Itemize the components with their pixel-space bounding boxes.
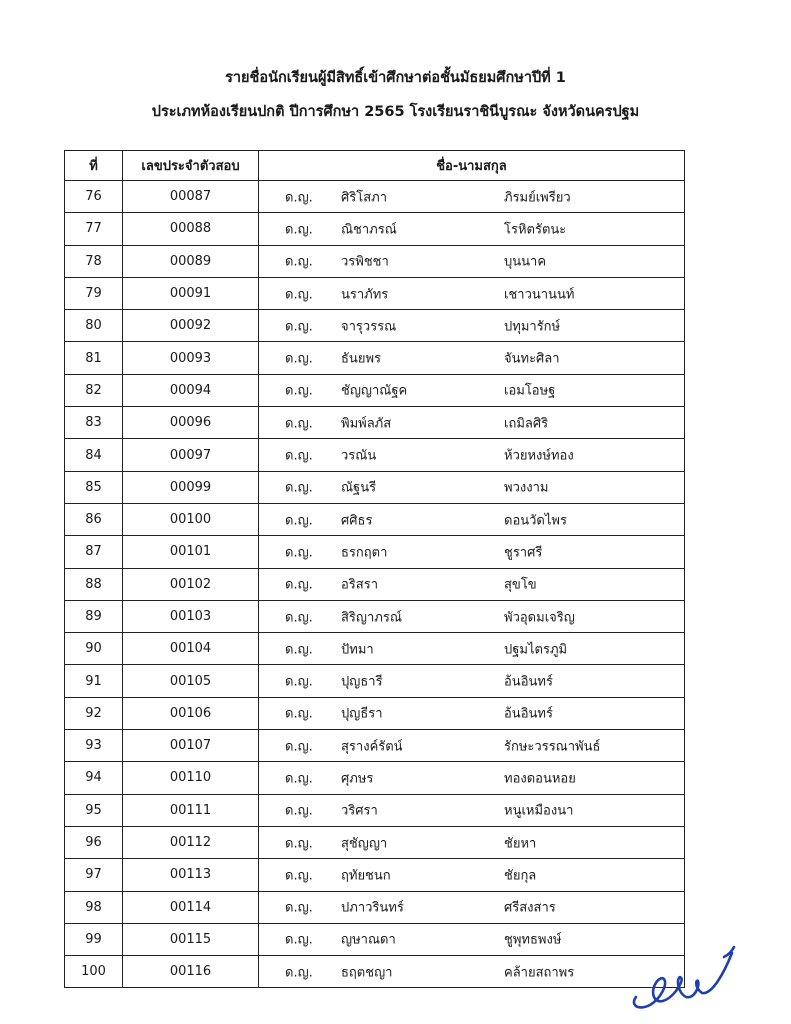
name-prefix: ด.ญ. — [285, 577, 313, 593]
first-name: ฤทัยชนก — [341, 868, 391, 884]
last-name: ห้วยหงษ์ทอง — [504, 448, 574, 464]
table-row — [65, 374, 685, 406]
name-prefix: ด.ญ. — [285, 803, 313, 819]
last-name: อ้นอินทร์ — [504, 706, 553, 722]
first-name: อริสรา — [341, 577, 379, 593]
first-name: ศุภษร — [341, 771, 374, 787]
last-name: รักษะวรรณาพันธ์ — [504, 739, 601, 755]
row-number: 100 — [65, 956, 123, 988]
exam-id: 00093 — [123, 342, 259, 374]
row-number: 80 — [65, 310, 123, 342]
exam-id: 00101 — [123, 536, 259, 568]
full-name-cell — [259, 277, 685, 309]
full-name-cell — [259, 536, 685, 568]
full-name-cell — [259, 471, 685, 503]
name-prefix: ด.ญ. — [285, 319, 313, 335]
row-number: 85 — [65, 471, 123, 503]
exam-id: 00110 — [123, 762, 259, 794]
table-row — [65, 245, 685, 277]
row-number: 99 — [65, 923, 123, 955]
exam-id: 00115 — [123, 923, 259, 955]
last-name: ภิรมย์เพรียว — [504, 190, 571, 206]
full-name-cell — [259, 730, 685, 762]
last-name: บุนนาค — [504, 254, 547, 270]
first-name: ญษาณดา — [341, 932, 396, 948]
name-prefix: ด.ญ. — [285, 383, 313, 399]
row-number: 92 — [65, 697, 123, 729]
first-name: ปุญธารี — [341, 674, 383, 690]
table-row — [65, 503, 685, 535]
first-name: ศศิธร — [341, 513, 373, 529]
exam-id: 00107 — [123, 730, 259, 762]
first-name: ธรกฤตา — [341, 545, 388, 561]
table-row — [65, 471, 685, 503]
signature-mark — [628, 935, 738, 1015]
table-row — [65, 310, 685, 342]
table-row — [65, 730, 685, 762]
last-name: สุขโข — [504, 577, 537, 593]
last-name: ศรีสงสาร — [504, 900, 556, 916]
table-row — [65, 859, 685, 891]
name-prefix: ด.ญ. — [285, 351, 313, 367]
table-row — [65, 665, 685, 697]
name-prefix: ด.ญ. — [285, 287, 313, 303]
row-number: 90 — [65, 633, 123, 665]
table-row — [65, 697, 685, 729]
exam-id: 00113 — [123, 859, 259, 891]
exam-id: 00104 — [123, 633, 259, 665]
name-prefix: ด.ญ. — [285, 610, 313, 625]
full-name-cell — [259, 374, 685, 406]
full-name-cell — [259, 697, 685, 729]
table-row — [65, 956, 685, 988]
table-row — [65, 213, 685, 245]
full-name-cell — [259, 213, 685, 245]
name-prefix: ด.ญ. — [285, 836, 313, 852]
table-row — [65, 181, 685, 213]
last-name: ดอนวัดไพร — [504, 513, 567, 529]
last-name: ปทุมารักษ์ — [504, 319, 561, 335]
column-header-full-name: ชื่อ-นามสกุล — [259, 151, 685, 181]
last-name: ชูราศรี — [504, 545, 543, 561]
first-name: นราภัทร — [341, 287, 389, 303]
document-title: รายชื่อนักเรียนผู้มีสิทธิ์เข้าศึกษาต่อชั้นมัธยมศึกษาปีที่ 1 — [225, 70, 566, 86]
column-header-no: ที่ — [65, 151, 123, 181]
document-subtitle: ประเภทห้องเรียนปกติ ปีการศึกษา 2565 โรงเรียนราชินีบูรณะ จังหวัดนครปฐม — [151, 104, 640, 120]
exam-id: 00091 — [123, 277, 259, 309]
exam-id: 00092 — [123, 310, 259, 342]
full-name-cell — [259, 568, 685, 600]
full-name-cell — [259, 762, 685, 794]
last-name: ชัยกุล — [504, 868, 537, 884]
full-name-cell — [259, 342, 685, 374]
first-name: ศิริโสภา — [341, 190, 388, 206]
row-number: 81 — [65, 342, 123, 374]
table-row — [65, 536, 685, 568]
full-name-cell — [259, 407, 685, 439]
name-prefix: ด.ญ. — [285, 190, 313, 206]
exam-id: 00111 — [123, 794, 259, 826]
table-row — [65, 794, 685, 826]
row-number: 83 — [65, 407, 123, 439]
last-name: เถมิลศิริ — [504, 416, 549, 432]
first-name: จารุวรรณ — [341, 319, 397, 335]
exam-id: 00114 — [123, 891, 259, 923]
exam-id: 00116 — [123, 956, 259, 988]
last-name: เอมโอษฐ — [504, 383, 556, 399]
exam-id: 00099 — [123, 471, 259, 503]
first-name: ปุญธีรา — [341, 706, 383, 722]
first-name: ปภาวรินทร์ — [341, 900, 404, 916]
last-name: คล้ายสถาพร — [504, 965, 575, 981]
name-prefix: ด.ญ. — [285, 222, 313, 238]
row-number: 94 — [65, 762, 123, 794]
table-row — [65, 568, 685, 600]
table-row — [65, 600, 685, 632]
full-name-cell — [259, 181, 685, 213]
last-name: ชัยหา — [504, 836, 537, 852]
last-name: ปฐมไตรภูมิ — [504, 642, 568, 658]
first-name: พิมพ์ลภัส — [341, 416, 392, 432]
column-header-exam-id: เลขประจำตัวสอบ — [123, 151, 259, 181]
first-name: สิริญาภรณ์ — [341, 610, 402, 625]
exam-id: 00103 — [123, 600, 259, 632]
first-name: ปัทมา — [341, 642, 374, 658]
exam-id: 00097 — [123, 439, 259, 471]
last-name: ชูพุทธพงษ์ — [504, 932, 562, 948]
table-row — [65, 891, 685, 923]
table-row — [65, 277, 685, 309]
name-prefix: ด.ญ. — [285, 965, 313, 981]
first-name: ชัญญาณัฐค — [341, 383, 408, 399]
name-prefix: ด.ญ. — [285, 868, 313, 884]
exam-id: 00089 — [123, 245, 259, 277]
student-roster-table — [64, 150, 685, 988]
first-name: ธันยพร — [341, 351, 381, 367]
first-name: ณัฐนรี — [341, 480, 377, 496]
name-prefix: ด.ญ. — [285, 480, 313, 496]
full-name-cell — [259, 310, 685, 342]
exam-id: 00096 — [123, 407, 259, 439]
exam-id: 00100 — [123, 503, 259, 535]
name-prefix: ด.ญ. — [285, 513, 313, 529]
name-prefix: ด.ญ. — [285, 674, 313, 690]
first-name: สุชัญญา — [341, 836, 388, 852]
table-row — [65, 633, 685, 665]
name-prefix: ด.ญ. — [285, 448, 313, 464]
row-number: 78 — [65, 245, 123, 277]
full-name-cell — [259, 439, 685, 471]
row-number: 95 — [65, 794, 123, 826]
last-name: อ้นอินทร์ — [504, 674, 553, 690]
full-name-cell — [259, 826, 685, 858]
name-prefix: ด.ญ. — [285, 771, 313, 787]
first-name: วรพิชชา — [341, 254, 389, 270]
full-name-cell — [259, 956, 685, 988]
row-number: 79 — [65, 277, 123, 309]
row-number: 82 — [65, 374, 123, 406]
last-name: หนูเหมืองนา — [504, 803, 574, 819]
last-name: พัวอุดมเจริญ — [504, 610, 575, 625]
last-name: โรหิตรัตนะ — [504, 222, 567, 238]
exam-id: 00106 — [123, 697, 259, 729]
first-name: วริศรา — [341, 803, 378, 819]
table-header-row — [65, 151, 685, 181]
row-number: 98 — [65, 891, 123, 923]
row-number: 76 — [65, 181, 123, 213]
name-prefix: ด.ญ. — [285, 706, 313, 722]
table-row — [65, 826, 685, 858]
exam-id: 00094 — [123, 374, 259, 406]
last-name: พวงงาม — [504, 480, 549, 496]
last-name: จันทะศิลา — [504, 351, 560, 367]
name-prefix: ด.ญ. — [285, 416, 313, 432]
exam-id: 00088 — [123, 213, 259, 245]
name-prefix: ด.ญ. — [285, 545, 313, 561]
row-number: 77 — [65, 213, 123, 245]
name-prefix: ด.ญ. — [285, 739, 313, 755]
first-name: วรณัน — [341, 448, 377, 464]
exam-id: 00112 — [123, 826, 259, 858]
exam-id: 00087 — [123, 181, 259, 213]
full-name-cell — [259, 600, 685, 632]
last-name: ทองดอนหอย — [504, 771, 576, 787]
row-number: 86 — [65, 503, 123, 535]
table-row — [65, 762, 685, 794]
row-number: 89 — [65, 600, 123, 632]
exam-id: 00105 — [123, 665, 259, 697]
full-name-cell — [259, 245, 685, 277]
first-name: สุรางค์รัตน์ — [341, 739, 403, 755]
last-name: เชาวนานนท์ — [504, 287, 575, 303]
row-number: 97 — [65, 859, 123, 891]
table-row — [65, 407, 685, 439]
table-row — [65, 342, 685, 374]
row-number: 87 — [65, 536, 123, 568]
row-number: 91 — [65, 665, 123, 697]
full-name-cell — [259, 891, 685, 923]
full-name-cell — [259, 633, 685, 665]
name-prefix: ด.ญ. — [285, 254, 313, 270]
row-number: 93 — [65, 730, 123, 762]
name-prefix: ด.ญ. — [285, 932, 313, 948]
row-number: 88 — [65, 568, 123, 600]
full-name-cell — [259, 859, 685, 891]
first-name: ณิชาภรณ์ — [341, 222, 397, 238]
full-name-cell — [259, 794, 685, 826]
name-prefix: ด.ญ. — [285, 642, 313, 658]
exam-id: 00102 — [123, 568, 259, 600]
table-body — [65, 181, 685, 988]
first-name: ธฤตชญา — [341, 965, 393, 981]
table-row — [65, 923, 685, 955]
full-name-cell — [259, 923, 685, 955]
row-number: 96 — [65, 826, 123, 858]
name-prefix: ด.ญ. — [285, 900, 313, 916]
row-number: 84 — [65, 439, 123, 471]
full-name-cell — [259, 665, 685, 697]
table-row — [65, 439, 685, 471]
full-name-cell — [259, 503, 685, 535]
